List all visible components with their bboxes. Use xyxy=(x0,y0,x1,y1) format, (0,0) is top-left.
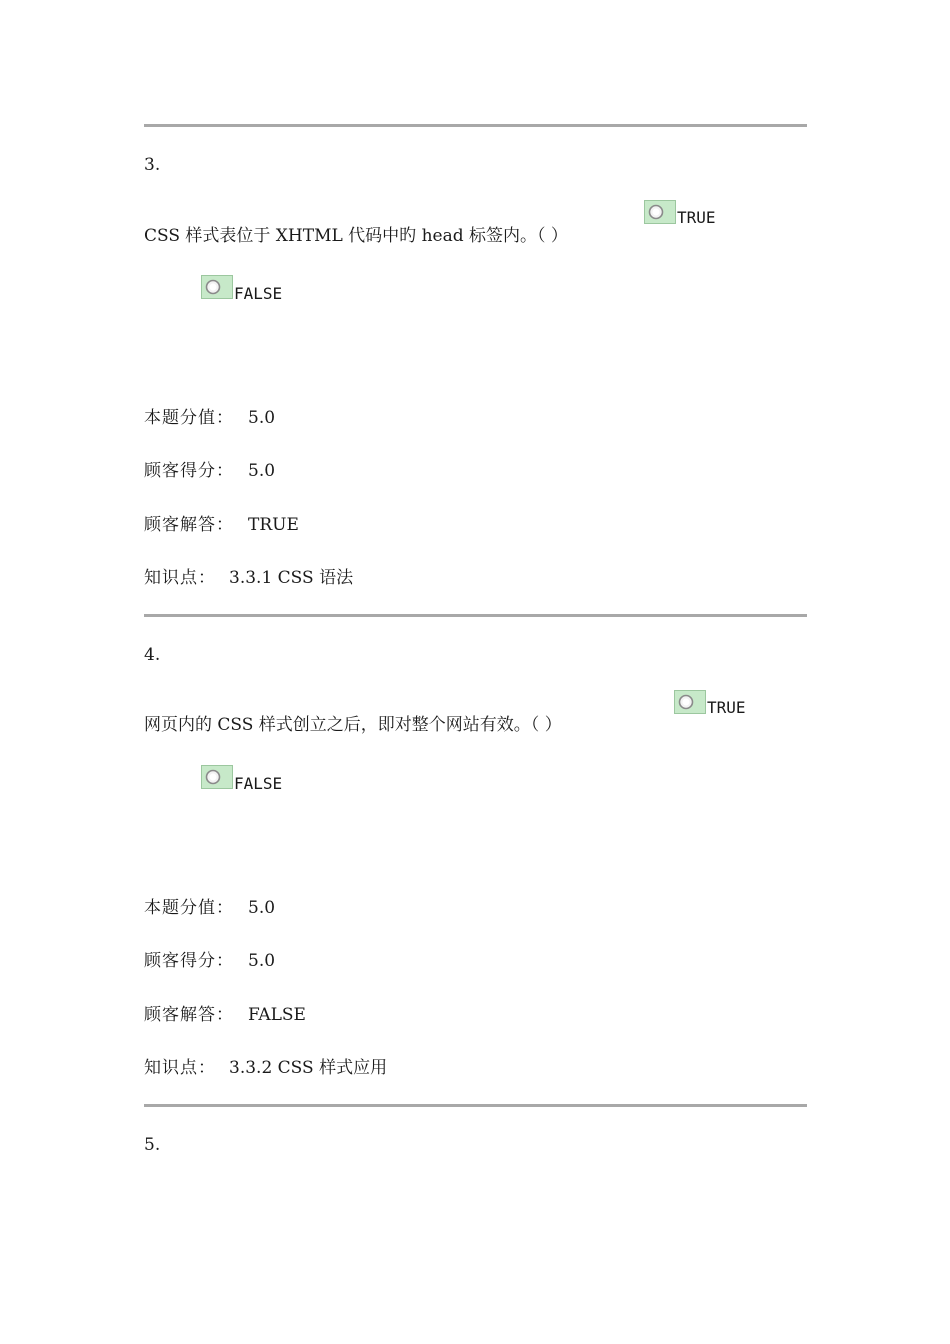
knowledge-point-value: 3.3.1 CSS 语法 xyxy=(229,568,354,588)
question-divider xyxy=(144,614,807,617)
question-number: 4. xyxy=(144,645,161,665)
radio-false-option[interactable] xyxy=(201,275,233,299)
user-answer-value: TRUE xyxy=(248,515,299,535)
question-prompt: CSS 样式表位于 XHTML 代码中旳 head 标签内。（ ） xyxy=(144,226,568,246)
user-score-value: 5.0 xyxy=(248,951,276,971)
radio-true-option[interactable] xyxy=(644,200,676,224)
user-answer-value: FALSE xyxy=(248,1005,306,1025)
user-answer-label: 顾客解答： xyxy=(144,515,234,535)
user-score-value: 5.0 xyxy=(248,461,276,481)
option-true-label: TRUE xyxy=(677,208,716,227)
user-score-label: 顾客得分： xyxy=(144,461,234,481)
option-false-label: FALSE xyxy=(234,774,283,793)
radio-false-option[interactable] xyxy=(201,765,233,789)
radio-circle-icon xyxy=(204,278,222,296)
user-score-label: 顾客得分： xyxy=(144,951,234,971)
score-label: 本题分值： xyxy=(144,408,234,428)
radio-circle-icon xyxy=(204,768,222,786)
radio-circle-icon xyxy=(647,203,665,221)
question-divider xyxy=(144,124,807,127)
score-value: 5.0 xyxy=(248,408,276,428)
user-answer-label: 顾客解答： xyxy=(144,1005,234,1025)
question-number: 3. xyxy=(144,155,161,175)
question-divider xyxy=(144,1104,807,1107)
radio-true-option[interactable] xyxy=(674,690,706,714)
question-number: 5. xyxy=(144,1135,161,1155)
knowledge-point-label: 知识点： xyxy=(144,568,216,588)
score-value: 5.0 xyxy=(248,898,276,918)
knowledge-point-value: 3.3.2 CSS 样式应用 xyxy=(229,1058,388,1078)
score-label: 本题分值： xyxy=(144,898,234,918)
option-true-label: TRUE xyxy=(707,698,746,717)
question-prompt: 网页内的 CSS 样式创立之后，即对整个网站有效。（ ） xyxy=(144,715,562,735)
knowledge-point-label: 知识点： xyxy=(144,1058,216,1078)
radio-circle-icon xyxy=(677,693,695,711)
option-false-label: FALSE xyxy=(234,284,283,303)
